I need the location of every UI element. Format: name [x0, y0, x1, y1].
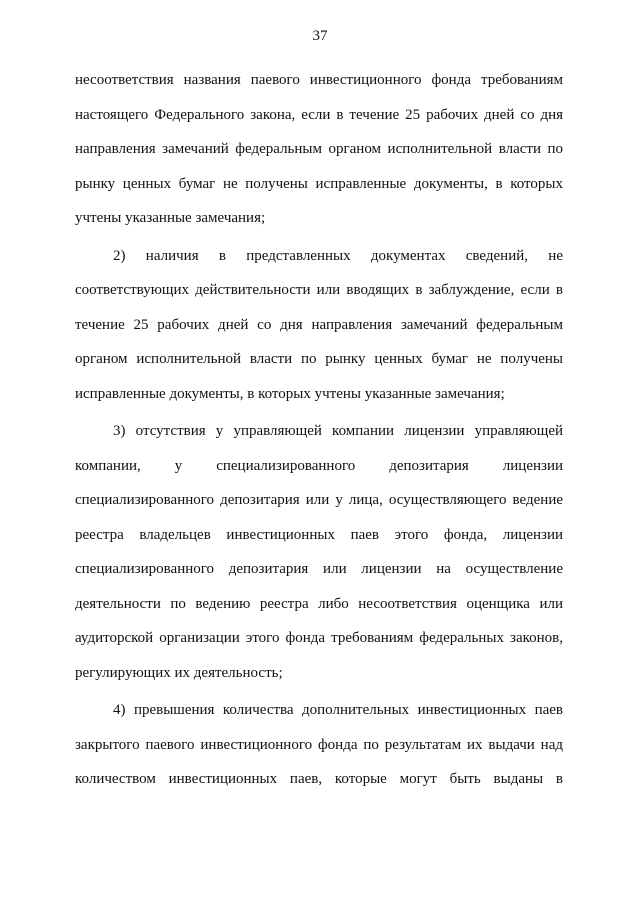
text-line: реестра владельцев инвестиционных паев этого фонда, лицензии: [75, 526, 563, 543]
text-line: количеством инвестиционных паев, которые могут быть выданы в: [75, 771, 563, 787]
text-line: компании, у специализированного депозитария лицензии: [75, 457, 563, 474]
text-line: исправленные документы, в которых учтены указанные замечания;: [75, 385, 505, 402]
text-line: направления замечаний федеральным органом исполнительной власти по: [75, 141, 563, 157]
text-line: органом исполнительной власти по рынку ценных бумаг не получены: [75, 351, 563, 367]
text-line: специализированного депозитария или лицензии на осуществление: [75, 561, 563, 577]
paragraph: [75, 63, 563, 236]
text-line: деятельности по ведению реестра либо несоответствия оценщика или: [75, 595, 563, 612]
text-line: специализированного депозитария или у лица, осуществляющего ведение: [75, 492, 563, 508]
text-line: учтены указанные замечания;: [75, 210, 266, 226]
text-line: настоящего Федерального закона, если в течение 25 рабочих дней со дня: [75, 106, 563, 123]
text-line: аудиторской организации этого фонда требованиям федеральных законов,: [75, 630, 563, 646]
paragraph: [75, 414, 563, 690]
text-line: несоответствия названия паевого инвестиционного фонда требованиям: [75, 72, 563, 88]
text-line: 2) наличия в представленных документах сведений, не: [113, 247, 563, 264]
text-line: 4) превышения количества дополнительных инвестиционных паев: [113, 702, 563, 718]
text-line: рынку ценных бумаг не получены исправленные документы, в которых: [75, 175, 563, 192]
text-line: течение 25 рабочих дней со дня направления замечаний федеральным: [75, 316, 563, 333]
text-line: соответствующих действительности или вводящих в заблуждение, если в: [75, 282, 563, 298]
text-line: регулирующих их деятельность;: [75, 664, 283, 681]
document-body: [75, 63, 563, 800]
paragraph: [75, 239, 563, 412]
text-line: 3) отсутствия у управляющей компании лицензии управляющей: [113, 423, 563, 439]
paragraph: [75, 693, 563, 797]
text-line: закрытого паевого инвестиционного фонда по результатам их выдачи над: [75, 736, 563, 753]
page-number: 37: [312, 28, 328, 44]
